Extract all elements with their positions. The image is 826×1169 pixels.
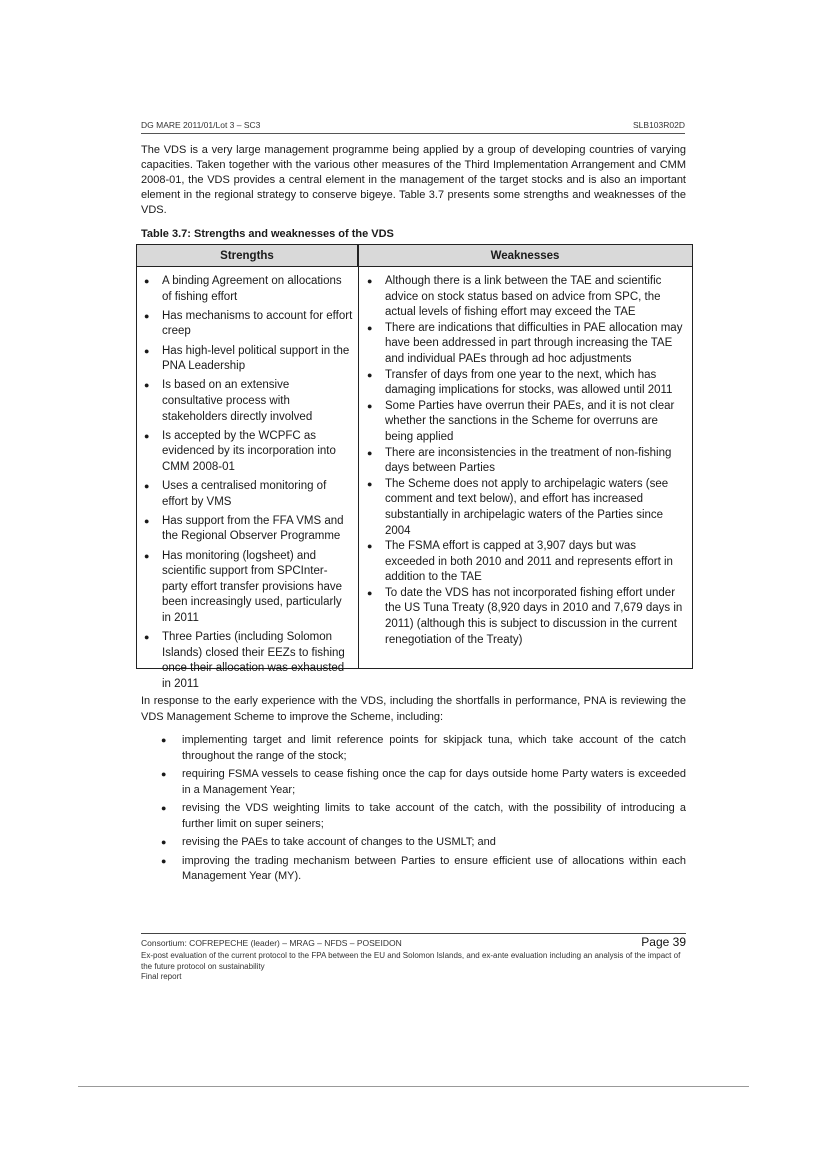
strength-item-text: Has support from the FFA VMS and the Regional Observer Programme xyxy=(162,514,344,543)
weakness-item-text: The Scheme does not apply to archipelagic waters (see comment and text below), and effort has increased substantially in archipelagic waters of the Parties since 2004 xyxy=(385,477,669,537)
review-item-text: revising the PAEs to take account of changes to the USMLT; and xyxy=(182,836,496,848)
strength-item-text: Has monitoring (logsheet) and scientific support from SPCInter-party effort transfer provisions have been increasingly used, particularly in 2011 xyxy=(162,549,343,625)
weakness-item-text: Some Parties have overrun their PAEs, and it is not clear whether the sanctions in the Scheme for overruns are being applied xyxy=(385,399,675,443)
table-caption: Table 3.7: Strengths and weaknesses of the VDS xyxy=(141,228,394,240)
page-bottom-rule xyxy=(78,1086,749,1087)
review-item xyxy=(161,767,686,798)
weakness-item xyxy=(366,446,687,477)
footer-description xyxy=(141,951,687,983)
weakness-item-text: There are indications that difficulties in PAE allocation may have been addressed in part through increasing the TAE and individual PAEs through ad hoc adjustments xyxy=(385,321,683,365)
bullet-icon: ● xyxy=(367,478,373,489)
footer-divider xyxy=(141,933,686,934)
bullet-icon: ● xyxy=(144,430,150,441)
weakness-item-text: There are inconsistencies in the treatment of non-fishing days between Parties xyxy=(385,446,672,475)
strength-item-text: Is based on an extensive consultative process with stakeholders directly involved xyxy=(162,379,313,423)
bullet-icon: ● xyxy=(367,400,373,411)
footer-description-text: Ex-post evaluation of the current protocol to the FPA between the EU and Solomon Islands, and ex-ante evaluation including an analysis of the impact of the future protocol on sustainability xyxy=(141,951,681,971)
page-number: Page 39 xyxy=(641,935,686,949)
footer-report-type: Final report xyxy=(141,972,182,981)
review-intro-paragraph: In response to the early experience with the VDS, including the shortfalls in performance, PNA is reviewing the VDS Management Scheme to improve the Scheme, including: xyxy=(141,695,686,723)
header-document-ref: DG MARE 2011/01/Lot 3 – SC3 xyxy=(141,120,261,130)
bullet-icon: ● xyxy=(144,345,150,356)
strength-item xyxy=(143,479,353,510)
bullet-icon: ● xyxy=(161,837,167,847)
review-item xyxy=(161,854,686,885)
header-report-code: SLB103R02D xyxy=(633,120,685,130)
strength-item xyxy=(143,309,353,340)
bullet-icon: ● xyxy=(367,447,373,458)
strength-item xyxy=(143,378,353,425)
strength-item xyxy=(143,429,353,476)
strength-item xyxy=(143,549,353,627)
review-item xyxy=(161,733,686,764)
bullet-icon: ● xyxy=(144,481,150,492)
strength-item xyxy=(143,514,353,545)
review-item-text: requiring FSMA vessels to cease fishing once the cap for days outside home Party waters is exceeded in a Management Year; xyxy=(182,768,686,796)
strength-item-text: Uses a centralised monitoring of effort by VMS xyxy=(162,480,327,508)
bullet-icon: ● xyxy=(144,632,150,643)
bullet-icon: ● xyxy=(144,550,150,561)
page-header xyxy=(141,119,685,134)
weakness-item xyxy=(366,274,687,321)
weakness-item-text: Transfer of days from one year to the next, which has damaging implications for stocks, was allowed until 2011 xyxy=(385,368,673,397)
weakness-item xyxy=(366,477,687,539)
weaknesses-list xyxy=(366,274,687,648)
intro-paragraph: The VDS is a very large management programme being applied by a group of developing countries of varying capacities. Taken together with the various other measures of the Third Implementation Arrangement and CMM 2008-01, the VDS provides a central element in the management of the target stocks and is also an important element in the regional strategy to conserve bigeye. Table 3.7 presents some strengths and weaknesses of the VDS. xyxy=(141,144,686,216)
weakness-item xyxy=(366,321,687,368)
strength-item-text: Three Parties (including Solomon Islands) closed their EEZs to fishing once their allocation was exhausted in 2011 xyxy=(162,631,345,690)
review-item-text: improving the trading mechanism between Parties to ensure efficient use of allocations within each Management Year (MY). xyxy=(182,854,686,882)
bullet-icon: ● xyxy=(161,769,167,779)
weakness-item xyxy=(366,539,687,586)
strength-item-text: Has mechanisms to account for effort creep xyxy=(162,309,353,338)
weakness-item xyxy=(366,399,687,446)
bullet-icon: ● xyxy=(144,310,150,321)
strengths-weaknesses-table xyxy=(136,244,693,690)
bullet-icon: ● xyxy=(144,515,150,526)
strength-item xyxy=(143,344,353,375)
bullet-icon: ● xyxy=(144,380,150,391)
weaknesses-header: Weaknesses xyxy=(358,245,692,267)
bullet-icon: ● xyxy=(367,276,373,286)
strength-item xyxy=(143,274,353,305)
review-list xyxy=(161,733,686,888)
bullet-icon: ● xyxy=(161,803,167,813)
strengths-list xyxy=(143,274,353,696)
column-divider xyxy=(358,245,359,668)
review-item-text: implementing target and limit reference points for skipjack tuna, which take account of the catch throughout the range of the stock; xyxy=(182,734,686,762)
review-item xyxy=(161,801,686,832)
strength-item xyxy=(143,630,353,692)
review-item xyxy=(161,835,686,851)
bullet-icon: ● xyxy=(161,735,167,745)
review-item-text: revising the VDS weighting limits to take account of the catch, with the possibility of introducing a further limit on super seiners; xyxy=(182,802,686,830)
footer-consortium: Consortium: COFREPECHE (leader) – MRAG – NFDS – POSEIDON xyxy=(141,938,402,948)
bullet-icon: ● xyxy=(367,322,373,333)
weakness-item-text: The FSMA effort is capped at 3,907 days but was exceeded in both 2010 and 2011 and represents effort in addition to the TAE xyxy=(385,540,673,584)
bullet-icon: ● xyxy=(144,276,150,286)
strength-item-text: A binding Agreement on allocations of fishing effort xyxy=(162,275,342,303)
bullet-icon: ● xyxy=(161,855,167,866)
weakness-item-text: Although there is a link between the TAE and scientific advice on stock status based on advice from SPC, the actual levels of fishing effort may exceed the TAE xyxy=(385,275,662,319)
bullet-icon: ● xyxy=(367,369,373,380)
weakness-item xyxy=(366,586,687,648)
strengths-header: Strengths xyxy=(137,245,358,267)
bullet-icon: ● xyxy=(367,587,373,598)
weakness-item xyxy=(366,368,687,399)
bullet-icon: ● xyxy=(367,541,373,552)
weakness-item-text: To date the VDS has not incorporated fishing effort under the US Tuna Treaty (8,920 days in 2010 and 7,679 days in 2011) (although this is subject to discussion in the current renegotiation of the Treaty) xyxy=(385,586,683,646)
strength-item-text: Has high-level political support in the PNA Leadership xyxy=(162,344,350,373)
strength-item-text: Is accepted by the WCPFC as evidenced by its incorporation into CMM 2008-01 xyxy=(162,429,336,473)
